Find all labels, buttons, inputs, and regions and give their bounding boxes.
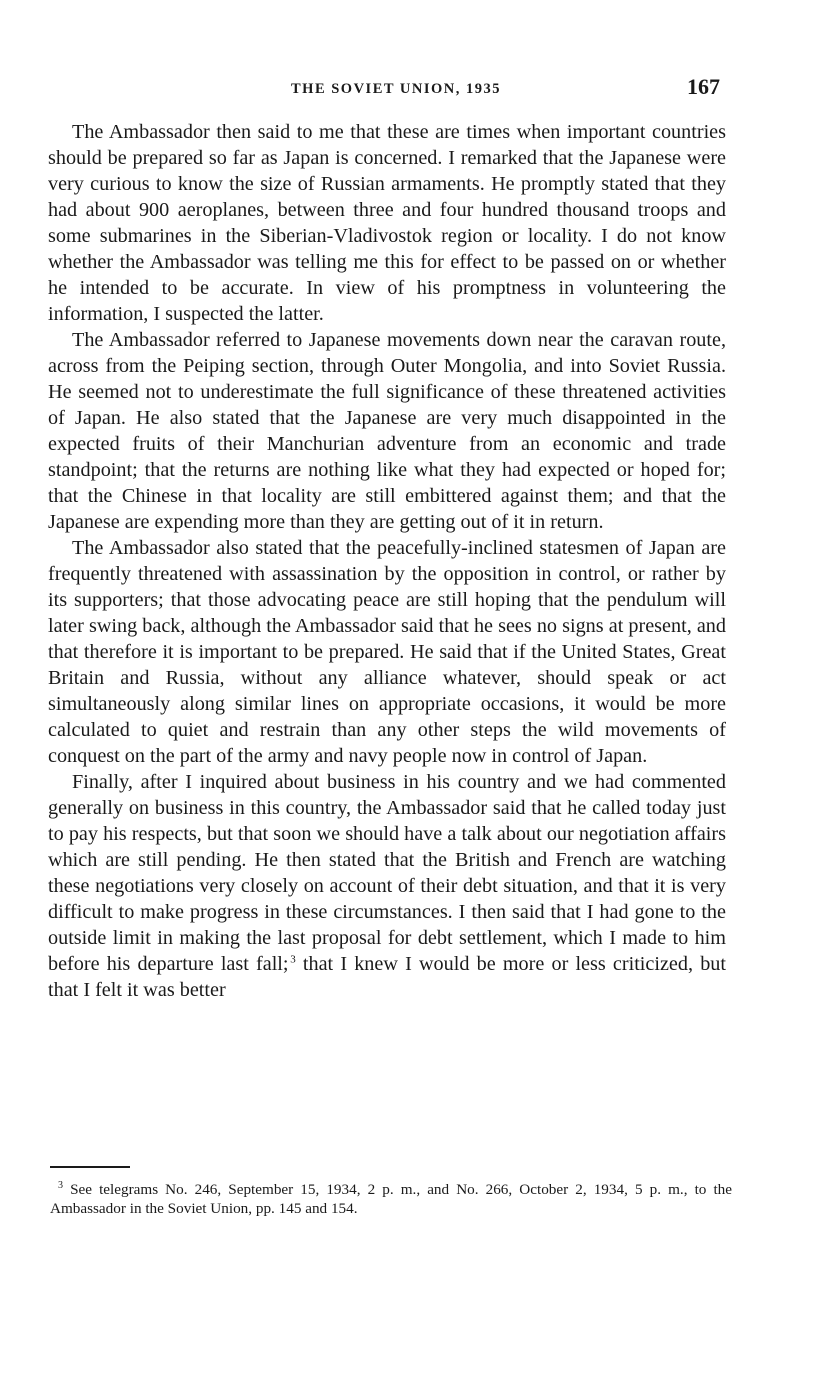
body-text [48,119,726,1003]
paragraph-japanese-movements: The Ambassador referred to Japanese movements down near the caravan route, across from the Peiping section, through Outer Mongolia, and into Soviet Russia. He seemed not to underestimate the full significance of these threatened activities of Japan. He also stated that the Japanese are very much disappointed in the expected fruits of their Manchurian adventure from an economic and trade standpoint; that the returns are nothing like what they had expected or hoped for; that the Chinese in that locality are still embittered against them; and that the Japanese are expending more than they are getting out of it in return. [48,329,726,533]
paragraph-debt-text-end: that I knew I would be more or less criticized, but that I felt it was better [48,953,726,1001]
footnote [50,1180,732,1218]
running-title: THE SOVIET UNION, 1935 [291,81,501,97]
paragraph-debt-text-start: Finally, after I inquired about business in his country and we had commented generally on business in this country, the Ambassador said that he called today just to pay his respects, but that soon we should have a talk about our negotiation affairs which are still pending. He then stated that the British and French are watching these negotiations very closely on account of their debt situation, and that it is very difficult to make progress in these circumstances. I then said that I had gone to the outside limit in making the last proposal for debt settlement, which I made to him before his departure last fall; [48,771,726,975]
footnote-text: See telegrams No. 246, September 15, 1934, 2 p. m., and No. 266, October 2, 1934, 5 p. m., to the Ambassador in the Soviet Union, pp. 145 and 154. [50,1181,733,1217]
paragraph-debt-negotiations [48,769,726,1003]
paragraph-statesmen: The Ambassador also stated that the peacefully-inclined statesmen of Japan are frequently threatened with assassination by the opposition in control, or rather by its supporters; that those advocating peace are still hoping that the pendulum will later swing back, although the Ambassador said that he sees no signs at present, and that therefore it is important to be prepared. He said that if the United States, Great Britain and Russia, without any alliance whatever, should speak or act simultaneously along similar lines on appropriate occasions, it would be more calculated to quiet and restrain than any other steps the wild movements of conquest on the part of the army and navy people now in control of Japan. [48,537,726,767]
footnote-marker: 3 [58,1179,63,1191]
footnote-reference[interactable]: 3 [290,953,296,966]
footnote-divider [50,1166,130,1168]
page-number: 167 [687,74,720,99]
paragraph-armaments: The Ambassador then said to me that these are times when important countries should be prepared so far as Japan is concerned. I remarked that the Japanese were very curious to know the size of Russian armaments. He promptly stated that they had about 900 aeroplanes, between three and four hundred thousand troops and some submarines in the Siberian-Vladivostok region or locality. I do not know whether the Ambassador was telling me this for effect to be passed on or whether he intended to be accurate. In view of his promptness in volunteering the information, I suspected the latter. [48,121,726,325]
running-head [48,74,724,104]
